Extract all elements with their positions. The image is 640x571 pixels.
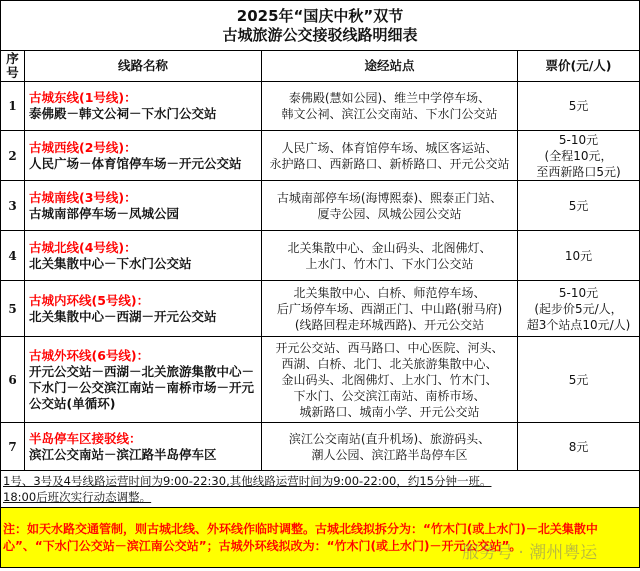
line-label: 半岛停车区接驳线： xyxy=(29,430,142,446)
stops-line: 潮人公园、滨江路半岛停车区 xyxy=(311,447,468,462)
stops-line: 古城南部停车场(海博熙泰)、熙泰正门站、 xyxy=(276,190,503,205)
watermark: 服务号 · 潮州粤运 xyxy=(462,543,598,563)
fare-line: 5元 xyxy=(568,99,589,113)
fare-line: 5-10元 xyxy=(558,285,599,300)
fare-line: (全程10元， xyxy=(544,148,613,163)
row-seq: 3 xyxy=(1,181,25,231)
line-label: 古城南线(3号线)： xyxy=(29,189,137,205)
line-label: 古城内环线(5号线)： xyxy=(29,292,150,308)
route-name xyxy=(25,337,262,423)
route-stops xyxy=(262,82,518,131)
stops-line: 城新路口、城南小学、开元公交站 xyxy=(299,404,480,419)
stops-line: 厦寺公园、凤城公园公交站 xyxy=(317,206,462,221)
table-row xyxy=(1,82,640,131)
stops-line: 西湖、白桥、北门、北关旅游集散中心、 xyxy=(281,356,498,371)
hours-line1: 1号、3号及4号线路运营时间为9:00-22:30,其他线路运营时间为9:00-22:00，约15分钟一班。 xyxy=(3,474,492,488)
row-seq: 2 xyxy=(1,131,25,181)
fare-line: 超3个站点10元/人) xyxy=(526,317,631,332)
route-stops xyxy=(262,337,518,423)
stops-line: 人民广场、体育馆停车场、城区客运站、 xyxy=(281,140,498,155)
row-seq: 4 xyxy=(1,231,25,281)
fare xyxy=(518,231,640,281)
stops-line: 北关集散中心、金山码头、北阁佛灯、 xyxy=(287,240,492,255)
route-name xyxy=(25,281,262,337)
fare-line: (起步价5元/人， xyxy=(534,301,623,316)
header-price: 票价(元/人) xyxy=(518,51,640,82)
fare-line: 10元 xyxy=(564,248,593,263)
title-line2: 古城旅游公交接驳线路明细表 xyxy=(222,25,418,44)
fare xyxy=(518,82,640,131)
table-row xyxy=(1,181,640,231)
route-name xyxy=(25,231,262,281)
stops-line: 北关集散中心、白桥、师范停车场、 xyxy=(293,285,486,300)
fare xyxy=(518,337,640,423)
row-seq: 1 xyxy=(1,82,25,131)
traffic-control-note: 注：如天水路交通管制，则古城北线、外环线作临时调整。古城北线拟拆分为：“竹木门(或上水门)－北关集散中心”、“下水门公交站－滨江南公交站”；古城外环线拟改为：“竹木门(或上水门)－开元公交站”。 xyxy=(1,508,640,568)
fare-line: 至西新路口5元) xyxy=(536,164,621,179)
operating-hours-note xyxy=(1,471,640,508)
route-path: 滨江公交南站－滨江路半岛停车区 xyxy=(29,446,217,462)
stops-line: 开元公交站、西马路口、中心医院、河头、 xyxy=(275,340,504,355)
stops-line: 泰佛殿(慧如公园)、维兰中学停车场、 xyxy=(288,91,491,105)
header-stops: 途经站点 xyxy=(262,51,518,82)
table-row xyxy=(1,131,640,181)
row-seq: 5 xyxy=(1,281,25,337)
stops-line: 滨江公交南站(直升机场)、旅游码头、 xyxy=(288,431,491,446)
line-label: 古城东线(1号线)： xyxy=(29,90,137,105)
document-title xyxy=(1,1,640,51)
line-label: 古城外环线(6号线)： xyxy=(29,347,150,363)
route-stops xyxy=(262,423,518,471)
fare-line: 8元 xyxy=(568,439,589,454)
route-path: 北关集散中心－西湖－开元公交站 xyxy=(29,308,217,324)
header-name: 线路名称 xyxy=(25,51,262,82)
stops-line: 上水门、竹木门、下水门公交站 xyxy=(305,256,474,271)
route-name xyxy=(25,131,262,181)
route-stops xyxy=(262,281,518,337)
route-stops xyxy=(262,131,518,181)
stops-line: 后广场停车场、西湖正门、中山路(驸马府) xyxy=(276,301,503,316)
route-path: 北关集散中心－下水门公交站 xyxy=(29,255,192,271)
fare xyxy=(518,181,640,231)
route-path: 开元公交站－西湖－北关旅游集散中心－下水门－公交滨江南站－南桥市场－开元公交站(单循环) xyxy=(29,363,255,411)
header-seq: 序号 xyxy=(1,51,25,82)
route-name xyxy=(25,181,262,231)
fare-line: 5-10元 xyxy=(558,132,599,147)
fare xyxy=(518,131,640,181)
table-row xyxy=(1,337,640,423)
title-line1: 2025年“国庆中秋”双节 xyxy=(236,6,404,25)
stops-line: 永护路口、西新路口、新桥路口、开元公交站 xyxy=(269,156,510,171)
row-seq: 7 xyxy=(1,423,25,471)
route-name xyxy=(25,423,262,471)
stops-line: 下水门、公交滨江南站、南桥市场、 xyxy=(293,388,486,403)
hours-line2: 18:00后班次实行动态调整。 xyxy=(3,490,152,504)
table-row xyxy=(1,231,640,281)
route-stops xyxy=(262,181,518,231)
route-path: 泰佛殿－韩文公祠－下水门公交站 xyxy=(29,106,217,121)
line-label: 古城西线(2号线)： xyxy=(29,139,137,155)
fare-line: 5元 xyxy=(568,198,589,213)
fare xyxy=(518,281,640,337)
route-path: 古城南部停车场－凤城公园 xyxy=(29,205,180,221)
stops-line: 韩文公祠、滨江公交南站、下水门公交站 xyxy=(281,107,498,121)
line-label: 古城北线(4号线)： xyxy=(29,239,137,255)
stops-line: 金山码头、北阁佛灯、上水门、竹木门、 xyxy=(281,372,498,387)
route-stops xyxy=(262,231,518,281)
route-name xyxy=(25,82,262,131)
stops-line: (线路回程走环城西路)、开元公交站 xyxy=(294,317,485,332)
route-path: 人民广场－体育馆停车场－开元公交站 xyxy=(29,155,242,171)
table-row xyxy=(1,423,640,471)
fare-line: 5元 xyxy=(568,372,589,387)
table-row xyxy=(1,281,640,337)
row-seq: 6 xyxy=(1,337,25,423)
fare xyxy=(518,423,640,471)
